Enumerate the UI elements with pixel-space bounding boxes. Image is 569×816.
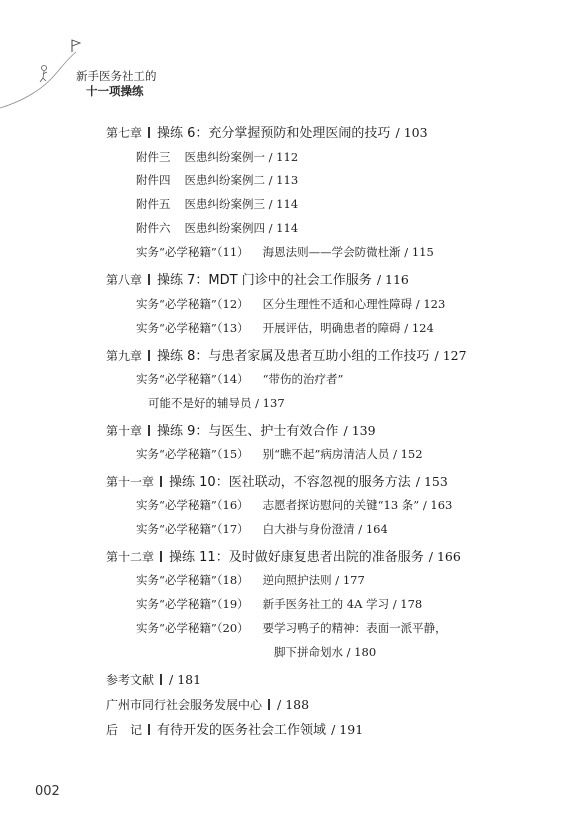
sub-page: / 114 bbox=[268, 221, 299, 235]
sub-prefix: 实务“必学秘籍”（11） bbox=[136, 245, 249, 259]
toc-sub-row[interactable] bbox=[136, 596, 422, 612]
chapter-page: / 127 bbox=[434, 348, 467, 363]
toc-chapter-row[interactable] bbox=[106, 719, 363, 738]
chapter-label: 参考文献 bbox=[106, 673, 155, 687]
sub-page: / 178 bbox=[392, 597, 423, 611]
sub-page: / 177 bbox=[335, 573, 365, 587]
hill-line-icon bbox=[0, 52, 76, 108]
sub-title: 白大褂与身份澄清 bbox=[262, 522, 355, 536]
chapter-title: 操练 6：充分掌握预防和处理医闹的技巧 bbox=[157, 126, 391, 141]
chapter-page: / 191 bbox=[331, 722, 364, 737]
chapter-page: / 188 bbox=[277, 697, 310, 712]
sub-title: 脚下拼命划水 bbox=[274, 645, 343, 659]
sub-page: / 180 bbox=[346, 645, 377, 659]
sub-title: 区分生理性不适和心理性障碍 bbox=[262, 297, 413, 311]
chapter-title: 操练 9：与医生、护士有效合作 bbox=[157, 424, 339, 439]
toc-chapter-row[interactable] bbox=[106, 420, 376, 439]
separator-bar-icon bbox=[148, 425, 150, 436]
toc-sub-row[interactable] bbox=[136, 220, 298, 236]
sub-prefix: 附件六 bbox=[136, 221, 171, 235]
chapter-title: 操练 7：MDT 门诊中的社会工作服务 bbox=[157, 273, 372, 288]
sub-prefix: 实务“必学秘籍”（13） bbox=[136, 321, 249, 335]
sub-page: / 112 bbox=[268, 150, 299, 164]
chapter-label: 第十二章 bbox=[106, 550, 155, 564]
sub-prefix: 附件三 bbox=[136, 150, 171, 164]
sub-title: 新手医务社工的 4A 学习 bbox=[262, 597, 390, 611]
sub-prefix: 实务“必学秘籍”（16） bbox=[136, 498, 249, 512]
separator-bar-icon bbox=[148, 724, 150, 735]
climber-figure-icon bbox=[40, 66, 47, 83]
toc-chapter-row[interactable] bbox=[106, 546, 461, 565]
sub-title: 医患纠纷案例四 bbox=[184, 221, 265, 235]
sub-page: / 114 bbox=[268, 197, 299, 211]
sub-page: / 124 bbox=[404, 321, 434, 335]
toc-sub-row[interactable] bbox=[136, 620, 447, 636]
chapter-label: 第十章 bbox=[106, 424, 143, 438]
sub-prefix: 实务“必学秘籍”（15） bbox=[136, 447, 249, 461]
sub-page: / 152 bbox=[393, 447, 423, 461]
sub-prefix: 实务“必学秘籍”（14） bbox=[136, 372, 249, 386]
sub-title: 要学习鸭子的精神：表面一派平静， bbox=[262, 621, 447, 635]
chapter-title: 操练 8：与患者家属及患者互助小组的工作技巧 bbox=[157, 349, 430, 364]
toc-sub-row[interactable] bbox=[136, 497, 452, 513]
chapter-title: 有待开发的医务社会工作领域 bbox=[157, 723, 327, 738]
sub-prefix: 实务“必学秘籍”（12） bbox=[136, 297, 249, 311]
chapter-page: / 139 bbox=[343, 423, 376, 438]
sub-page: / 123 bbox=[415, 297, 446, 311]
toc-chapter-row[interactable] bbox=[106, 122, 428, 141]
sub-prefix: 附件五 bbox=[136, 197, 171, 211]
toc-sub-continuation[interactable] bbox=[274, 644, 376, 660]
chapter-page: / 181 bbox=[169, 672, 202, 687]
sub-page: / 163 bbox=[422, 498, 453, 512]
toc-sub-row[interactable] bbox=[136, 196, 298, 212]
separator-bar-icon bbox=[160, 551, 162, 562]
chapter-label: 第八章 bbox=[106, 273, 143, 287]
separator-bar-icon bbox=[268, 699, 270, 710]
sub-title: 医患纠纷案例三 bbox=[184, 197, 265, 211]
toc-sub-row[interactable] bbox=[136, 446, 423, 462]
toc-sub-row[interactable] bbox=[136, 244, 434, 260]
sub-prefix: 实务“必学秘籍”（20） bbox=[136, 621, 249, 635]
flag-icon bbox=[72, 40, 80, 46]
chapter-label: 后 记 bbox=[106, 723, 143, 737]
page-number: 002 bbox=[35, 784, 60, 799]
chapter-page: / 166 bbox=[428, 549, 461, 564]
toc-sub-row[interactable] bbox=[136, 172, 298, 188]
chapter-page: / 103 bbox=[395, 125, 428, 140]
toc-chapter-row[interactable] bbox=[106, 694, 309, 713]
toc-sub-row[interactable] bbox=[136, 521, 388, 537]
separator-bar-icon bbox=[160, 674, 162, 685]
sub-title: 逆向照护法则 bbox=[262, 573, 332, 587]
toc-sub-continuation[interactable] bbox=[148, 395, 285, 411]
toc-sub-row[interactable] bbox=[136, 296, 445, 312]
book-title: 新手医务社工的 bbox=[76, 69, 157, 83]
chapter-label: 第十一章 bbox=[106, 475, 155, 489]
toc-chapter-row[interactable] bbox=[106, 471, 448, 490]
sub-page: / 115 bbox=[404, 245, 434, 259]
chapter-label: 广州市同行社会服务发展中心 bbox=[106, 698, 263, 712]
separator-bar-icon bbox=[148, 274, 150, 285]
separator-bar-icon bbox=[148, 127, 150, 138]
sub-title: 医患纠纷案例一 bbox=[184, 150, 265, 164]
sub-title: 开展评估，明确患者的障碍 bbox=[262, 321, 401, 335]
sub-title: 医患纠纷案例二 bbox=[184, 173, 265, 187]
sub-prefix: 实务“必学秘籍”（19） bbox=[136, 597, 249, 611]
sub-title: “带伤的治疗者” bbox=[262, 372, 344, 386]
toc-sub-row[interactable] bbox=[136, 149, 298, 165]
chapter-label: 第七章 bbox=[106, 126, 143, 140]
sub-prefix: 实务“必学秘籍”（17） bbox=[136, 522, 249, 536]
sub-page: / 164 bbox=[358, 522, 388, 536]
chapter-page: / 153 bbox=[415, 474, 448, 489]
sub-title: 志愿者探访慰问的关键“13 条” bbox=[262, 498, 420, 512]
separator-bar-icon bbox=[148, 350, 150, 361]
chapter-title: 操练 11：及时做好康复患者出院的准备服务 bbox=[169, 550, 424, 565]
sub-prefix: 附件四 bbox=[136, 173, 171, 187]
chapter-page: / 116 bbox=[376, 272, 409, 287]
toc-sub-row[interactable] bbox=[136, 572, 365, 588]
chapter-title: 操练 10：医社联动，不容忽视的服务方法 bbox=[169, 475, 411, 490]
book-subtitle: 十一项操练 bbox=[86, 84, 144, 98]
separator-bar-icon bbox=[160, 476, 162, 487]
sub-title: 别“瞧不起”病房清洁人员 bbox=[262, 447, 390, 461]
sub-title: 海恩法则——学会防微杜渐 bbox=[262, 245, 401, 259]
toc-chapter-row[interactable] bbox=[106, 669, 201, 688]
toc-chapter-row[interactable] bbox=[106, 269, 409, 288]
toc-chapter-row[interactable] bbox=[106, 345, 467, 364]
sub-page: / 113 bbox=[268, 173, 299, 187]
chapter-label: 第九章 bbox=[106, 349, 143, 363]
sub-page: / 137 bbox=[255, 396, 285, 410]
toc-sub-row[interactable] bbox=[136, 371, 343, 387]
sub-prefix: 实务“必学秘籍”（18） bbox=[136, 573, 249, 587]
sub-title: 可能不是好的辅导员 bbox=[148, 396, 252, 410]
toc-sub-row[interactable] bbox=[136, 320, 434, 336]
